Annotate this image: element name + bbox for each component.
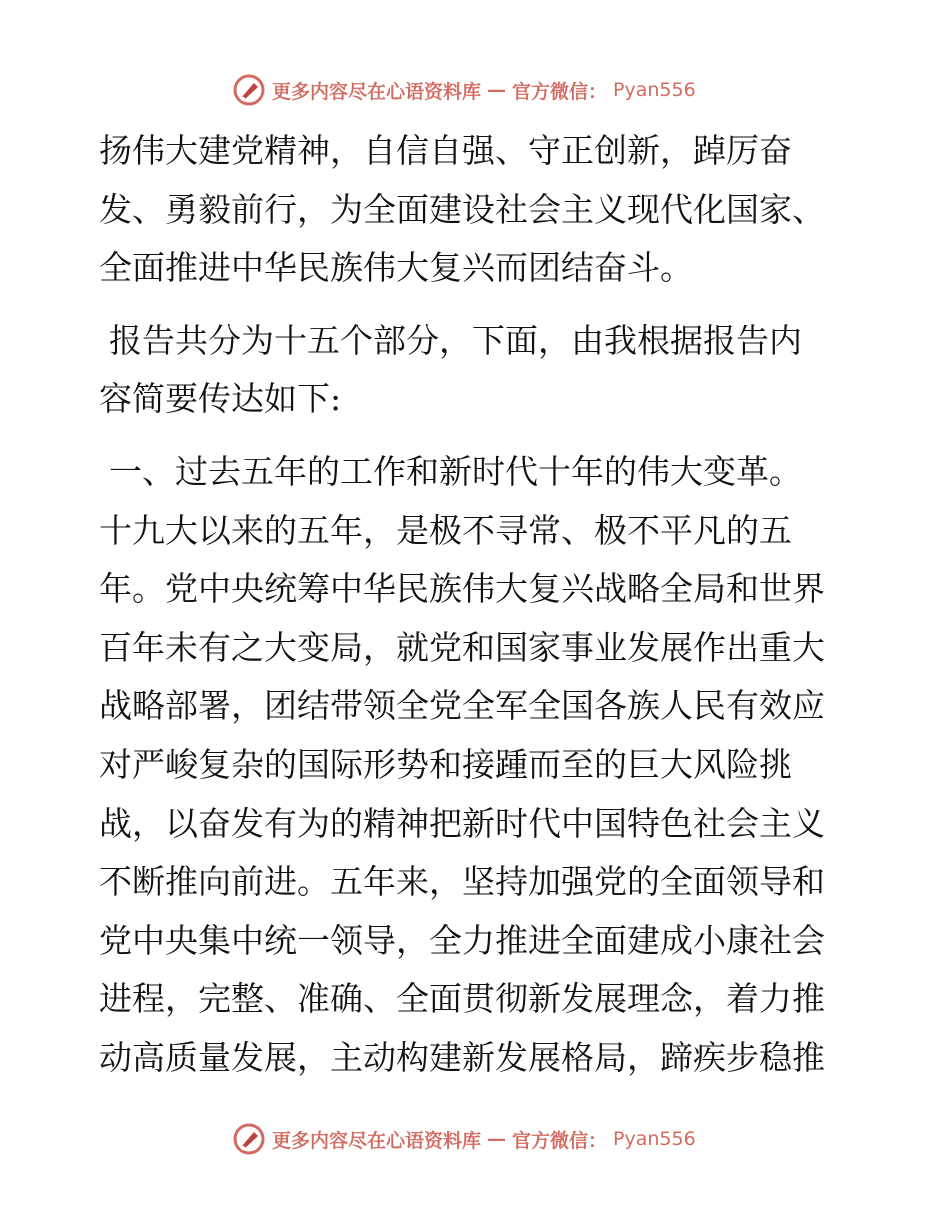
footer-watermark: [232, 1121, 752, 1157]
pen-nib-circle-icon: [232, 73, 266, 107]
text-line: 百年未有之大变局，就党和国家事业发展作出重大: [99, 627, 825, 667]
text-line: 发、勇毅前行，为全面建设社会主义现代化国家、: [99, 189, 825, 229]
text-line: 不断推向前进。五年来，坚持加强党的全面领导和: [99, 862, 825, 902]
text-line: 党中央集中统一领导，全力推进全面建成小康社会: [99, 920, 825, 960]
text-line: 战略部署，团结带领全党全军全国各族人民有效应: [99, 686, 825, 726]
text-line: 进程，完整、准确、全面贯彻新发展理念，着力推: [99, 979, 825, 1019]
pen-nib-circle-icon: [232, 1122, 266, 1156]
text-line: 对严峻复杂的国际形势和接踵而至的巨大风险挑: [99, 744, 792, 784]
header-watermark: [232, 72, 752, 108]
watermark-wechat-id: Pyan556: [613, 1128, 696, 1150]
watermark-site: 更多内容尽在心语资料库: [272, 1129, 482, 1152]
paragraph-1: [99, 122, 859, 298]
paragraph-2: [99, 312, 859, 429]
body-text: [99, 122, 859, 1088]
text-line: 报告共分为十五个部分，下面，由我根据报告内: [109, 320, 802, 360]
section-heading: 一、过去五年的工作和新时代十年的伟大变革。: [109, 451, 802, 491]
watermark-wechat-label: 官方微信：: [512, 80, 608, 103]
text-line: 全面推进中华民族伟大复兴而团结奋斗。: [99, 248, 693, 288]
watermark-site: 更多内容尽在心语资料库: [272, 80, 482, 103]
paragraph-3: [99, 443, 859, 1088]
text-line: 年。党中央统筹中华民族伟大复兴战略全局和世界: [99, 569, 825, 609]
watermark-wechat-label: 官方微信：: [512, 1129, 608, 1152]
text-line: 十九大以来的五年，是极不寻常、极不平凡的五: [99, 510, 792, 550]
text-line: 扬伟大建党精神，自信自强、守正创新，踔厉奋: [99, 131, 792, 170]
watermark-dash: —: [487, 1128, 507, 1150]
text-line: 容简要传达如下:: [99, 379, 342, 419]
watermark-wechat-id: Pyan556: [613, 79, 696, 101]
watermark-dash: —: [487, 79, 507, 101]
text-line: 动高质量发展，主动构建新发展格局，蹄疾步稳推: [99, 1037, 825, 1077]
text-line: 战，以奋发有为的精神把新时代中国特色社会主义: [99, 803, 825, 843]
